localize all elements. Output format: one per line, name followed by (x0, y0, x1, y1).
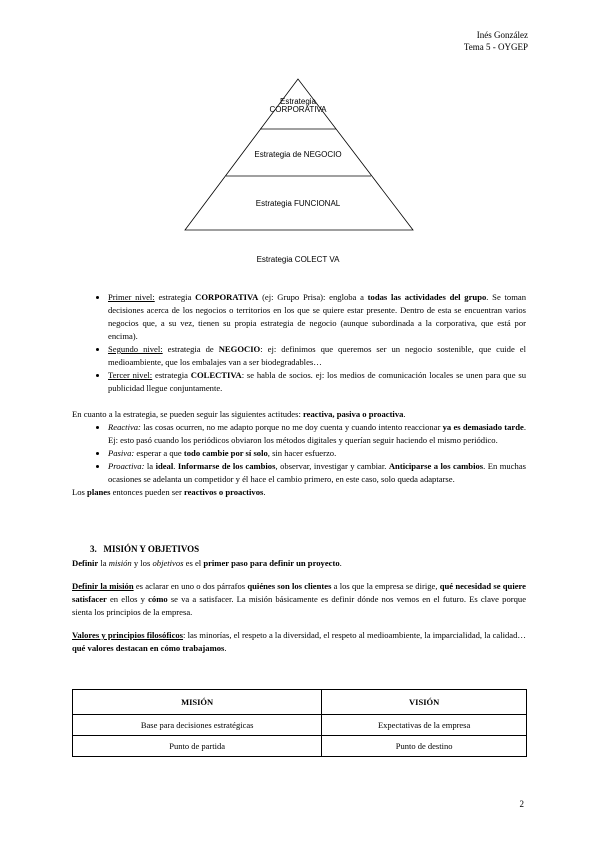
table-header-mision: MISIÓN (73, 690, 322, 715)
list-item: • Segundo nivel: estrategia de NEGOCIO: ej: definimos que queremos ser un negocio sostenible, que cuide el medioambiente, que los embalajes van a ser biodegradables… (108, 343, 526, 369)
attitudes-intro: En cuanto a la estrategia, se pueden seguir las siguientes actitudes: reactiva, pasiva o proactiva. (72, 409, 406, 419)
table-cell: Base para decisiones estratégicas (73, 715, 322, 736)
list-item: • Pasiva: esperar a que todo cambie por sí solo, sin hacer esfuerzo. (108, 447, 526, 460)
pyramid-level-funcional: Estrategia FUNCIONAL (255, 199, 341, 208)
pyramid-level-corporativa-line1: Estrategia (279, 97, 317, 106)
table-cell: Punto de partida (73, 736, 322, 757)
list-item: • Proactiva: la ideal. Informarse de los cambios, observar, investigar y cambiar. Anticiparse a los cambios. En muchas ocasiones se adelanta un competidor y él hace el cambio primero, en este caso, solo queda adaptarse. (108, 460, 526, 486)
table-cell: Expectativas de la empresa (322, 715, 527, 736)
mission-paragraph: Definir la misión es aclarar en uno o dos párrafos quiénes son los clientes a los que la empresa se dirige, qué necesidad se quiere satisfacer en ellos y cómo se va a satisfacer. La misión básicamente es definir dónde nos vemos en el futuro. Es clave porque sienta los principios de la empresa. (72, 581, 527, 617)
table-header-row (73, 690, 527, 715)
page-number: 2 (519, 799, 524, 809)
list-item: • Tercer nivel: estrategia COLECTIVA: se habla de socios. ej: los medios de comunicación locales se unen para que su publicidad llegue conjuntamente. (108, 369, 526, 395)
pyramid-level-corporativa-line2: CORPORATIVA (269, 105, 327, 114)
table-row (73, 715, 527, 736)
mission-vision-table (72, 689, 527, 757)
plans-sentence: Los planes entonces pueden ser reactivos o proactivos. (72, 487, 266, 497)
pyramid-level-negocio: Estrategia de NEGOCIO (254, 150, 342, 159)
header-author: Inés González (476, 30, 528, 40)
list-item: • Primer nivel: estrategia CORPORATIVA (ej: Grupo Prisa): engloba a todas las actividades del grupo. Se toman decisiones acerca de los negocios o territorios en los que se quiere estar presente. Dentro de esta se encuentran varios negocios que, a su vez, tienen su propia estrategia de negocio (aunque subordinada a la corporativa, que está por encima). (108, 291, 526, 343)
levels-section (72, 291, 526, 395)
values-paragraph: Valores y principios filosóficos: las minorías, el respeto a la diversidad, el respeto al medioambiente, la imparcialidad, la calidad… qué valores destacan en cómo trabajamos. (72, 630, 526, 653)
section-heading (90, 544, 199, 554)
section-title: MISIÓN Y OBJETIVOS (103, 544, 200, 554)
table-cell: Punto de destino (322, 736, 527, 757)
header-topic: Tema 5 - OYGEP (463, 42, 528, 52)
attitudes-section (72, 408, 526, 499)
strategy-pyramid-diagram (0, 0, 600, 275)
table-header-vision: VISIÓN (322, 690, 527, 715)
definition-paragraph: Definir la misión y los objetivos es el primer paso para definir un proyecto. (72, 558, 342, 568)
mission-section (72, 557, 526, 655)
pyramid-level-colectiva: Estrategia COLECT VA (256, 255, 340, 264)
section-number: 3. (90, 544, 97, 554)
attitudes-list (72, 421, 526, 486)
levels-list (72, 291, 526, 395)
list-item: • Reactiva: las cosas ocurren, no me adapto porque no me doy cuenta y cuando intento reaccionar ya es demasiado tarde. Ej: esto pasó cuando los periódicos obviaron los métodos digitales y querían seguir haciendo el mismo periódico. (108, 421, 526, 447)
table-row (73, 736, 527, 757)
